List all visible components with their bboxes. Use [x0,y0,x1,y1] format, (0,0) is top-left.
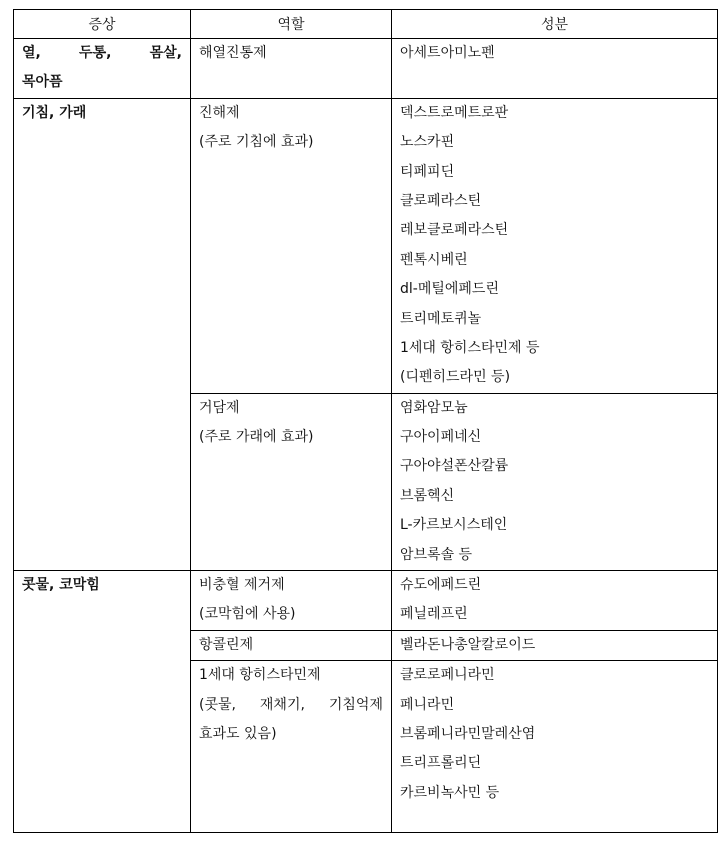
list-item: 염화암모늄 [400,399,468,416]
list-item: (디펜히드라민 등) [400,369,511,386]
list-item: 슈도에페드린 [400,577,482,594]
list-item: 트리프롤리딘 [400,755,482,772]
list-item: 1세대 항히스타민제 등 [400,339,540,356]
list-item: 벨라돈나총알칼로이드 [400,636,536,653]
list-item: 페니라민 [400,696,455,713]
symptom-cell: 기침, 가래 [14,98,191,570]
list-item: 카르비녹사민 등 [400,784,500,801]
ingredient-cell: 아세트아미노펜 [392,39,718,99]
symptom-cell: 콧물, 코막힘 [14,571,191,833]
document-page [13,9,718,833]
list-item: 구아야설폰산칼륨 [400,458,509,475]
list-item: 펜톡시베린 [400,251,468,268]
table-row [14,39,718,99]
medicine-ingredient-table [13,9,718,833]
list-item: L-카르보시스테인 [400,517,508,534]
header-row [14,10,718,39]
role-cell: 해열진통제 [191,39,392,99]
list-item: 암브록솔 등 [400,546,473,563]
ingredient-cell [392,661,718,833]
list-item: 클로로페니라민 [400,667,495,684]
list-item: dl-메틸에페드린 [400,281,499,298]
table-row [14,571,718,631]
ingredient-cell [392,571,718,631]
list-item: 브롬헥신 [400,487,455,504]
ingredient-cell [392,393,718,570]
role-cell: 비충혈 제거제 (코막힘에 사용) [191,571,392,631]
list-item: 덱스트로메트로판 [400,104,509,121]
header-ingredient: 성분 [392,10,718,39]
list-item: 페닐레프린 [400,606,468,623]
role-cell: 항콜린제 [191,630,392,660]
header-symptom: 증상 [14,10,191,39]
list-item: 브롬페니라민말레산염 [400,725,536,742]
list-item: 레보클로페라스틴 [400,222,509,239]
ingredient-cell [392,98,718,393]
role-cell: 1세대 항히스타민제 (콧물, 재채기, 기침억제 효과도 있음) [191,661,392,833]
list-item: 트리메토퀴놀 [400,310,482,327]
list-item: 티페피딘 [400,163,455,180]
ingredient-cell [392,630,718,660]
table-row [14,98,718,393]
list-item: 구아이페네신 [400,429,482,446]
list-item: 노스카핀 [400,134,455,151]
list-item: 클로페라스틴 [400,192,482,209]
symptom-text: 열, 두통, 몸살, [22,45,182,61]
role-cell: 거담제 (주로 가래에 효과) [191,393,392,570]
role-cell: 진해제 (주로 기침에 효과) [191,98,392,393]
header-role: 역할 [191,10,392,39]
symptom-cell: 열, 두통, 몸살, 목아픔 [14,39,191,99]
